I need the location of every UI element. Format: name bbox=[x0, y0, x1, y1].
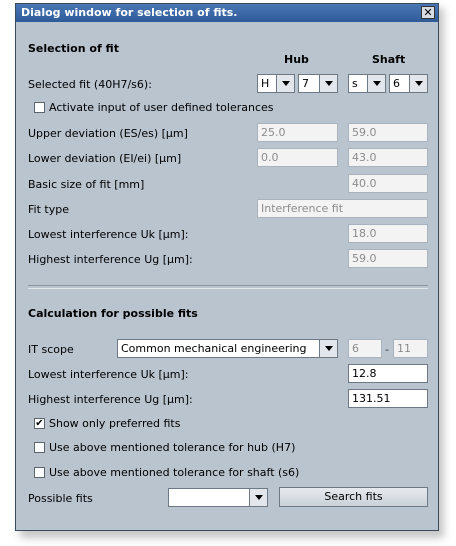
user-tolerance-checkbox[interactable] bbox=[34, 102, 45, 113]
shaft-grade-select[interactable] bbox=[389, 74, 428, 93]
possible-fits-select[interactable] bbox=[168, 488, 268, 507]
chevron-down-icon[interactable] bbox=[319, 75, 337, 92]
hub-grade-value: 7 bbox=[302, 77, 309, 90]
shaft-letter-select[interactable] bbox=[348, 74, 386, 93]
section-title-calculation: Calculation for possible fits bbox=[28, 307, 198, 320]
section-title-selection: Selection of fit bbox=[28, 42, 119, 55]
fit-type-label: Fit type bbox=[28, 203, 69, 216]
basic-size-label: Basic size of fit [mm] bbox=[28, 178, 145, 191]
it-range-dash: - bbox=[385, 343, 389, 356]
use-hub-tolerance-checkbox[interactable] bbox=[34, 442, 45, 453]
use-hub-tolerance-label: Use above mentioned tolerance for hub (H7) bbox=[49, 441, 296, 454]
it-scope-value: Common mechanical engineering bbox=[121, 342, 307, 355]
window-title: Dialog window for selection of fits. bbox=[21, 6, 238, 19]
close-icon[interactable]: ✕ bbox=[421, 6, 435, 19]
title-bar[interactable] bbox=[16, 4, 438, 22]
it-scope-select[interactable] bbox=[117, 339, 338, 358]
it-to-field[interactable]: 11 bbox=[393, 339, 428, 358]
shaft-grade-value: 6 bbox=[393, 77, 400, 90]
calc-lowest-interference-input[interactable]: 12.8 bbox=[348, 364, 428, 383]
calc-highest-interference-input[interactable]: 131.51 bbox=[348, 389, 428, 408]
preferred-fits-checkbox[interactable] bbox=[34, 418, 45, 429]
hub-letter-select[interactable] bbox=[257, 74, 295, 93]
lower-deviation-hub-field[interactable]: 0.0 bbox=[257, 148, 338, 167]
chevron-down-icon[interactable] bbox=[409, 75, 427, 92]
section-separator bbox=[28, 285, 428, 289]
user-tolerance-label: Activate input of user defined tolerances bbox=[49, 101, 274, 114]
chevron-down-icon[interactable] bbox=[367, 75, 385, 92]
hub-grade-select[interactable] bbox=[298, 74, 338, 93]
possible-fits-label: Possible fits bbox=[28, 492, 93, 505]
basic-size-field[interactable]: 40.0 bbox=[348, 174, 428, 193]
dialog-window bbox=[15, 3, 439, 531]
selected-fit-label: Selected fit (40H7/s6): bbox=[28, 78, 152, 91]
hub-header: Hub bbox=[284, 53, 309, 66]
search-fits-button[interactable]: Search fits bbox=[279, 487, 428, 507]
it-from-field[interactable]: 6 bbox=[348, 339, 382, 358]
use-shaft-tolerance-label: Use above mentioned tolerance for shaft (s6) bbox=[49, 466, 300, 479]
lower-deviation-label: Lower deviation (EI/ei) [µm] bbox=[28, 152, 182, 165]
shaft-letter-value: s bbox=[352, 77, 358, 90]
upper-deviation-shaft-field[interactable]: 59.0 bbox=[348, 123, 428, 142]
lower-deviation-shaft-field[interactable]: 43.0 bbox=[348, 148, 428, 167]
hub-letter-value: H bbox=[261, 77, 270, 90]
checkmark-icon: ✔ bbox=[35, 418, 44, 429]
preferred-fits-label: Show only preferred fits bbox=[49, 417, 181, 430]
lowest-interference-field[interactable]: 18.0 bbox=[348, 224, 428, 243]
calc-lowest-interference-label: Lowest interference Uk [µm]: bbox=[28, 368, 189, 381]
chevron-down-icon[interactable] bbox=[276, 75, 294, 92]
upper-deviation-label: Upper deviation (ES/es) [µm] bbox=[28, 127, 188, 140]
highest-interference-label: Highest interference Ug [µm]: bbox=[28, 253, 193, 266]
calc-highest-interference-label: Highest interference Ug [µm]: bbox=[28, 393, 193, 406]
highest-interference-field[interactable]: 59.0 bbox=[348, 249, 428, 268]
chevron-down-icon[interactable] bbox=[319, 340, 337, 357]
chevron-down-icon[interactable] bbox=[249, 489, 267, 506]
use-shaft-tolerance-checkbox[interactable] bbox=[34, 467, 45, 478]
upper-deviation-hub-field[interactable]: 25.0 bbox=[257, 123, 338, 142]
shaft-header: Shaft bbox=[372, 53, 406, 66]
lowest-interference-label: Lowest interference Uk [µm]: bbox=[28, 228, 189, 241]
it-scope-label: IT scope bbox=[28, 343, 74, 356]
fit-type-field[interactable]: Interference fit bbox=[257, 199, 428, 218]
